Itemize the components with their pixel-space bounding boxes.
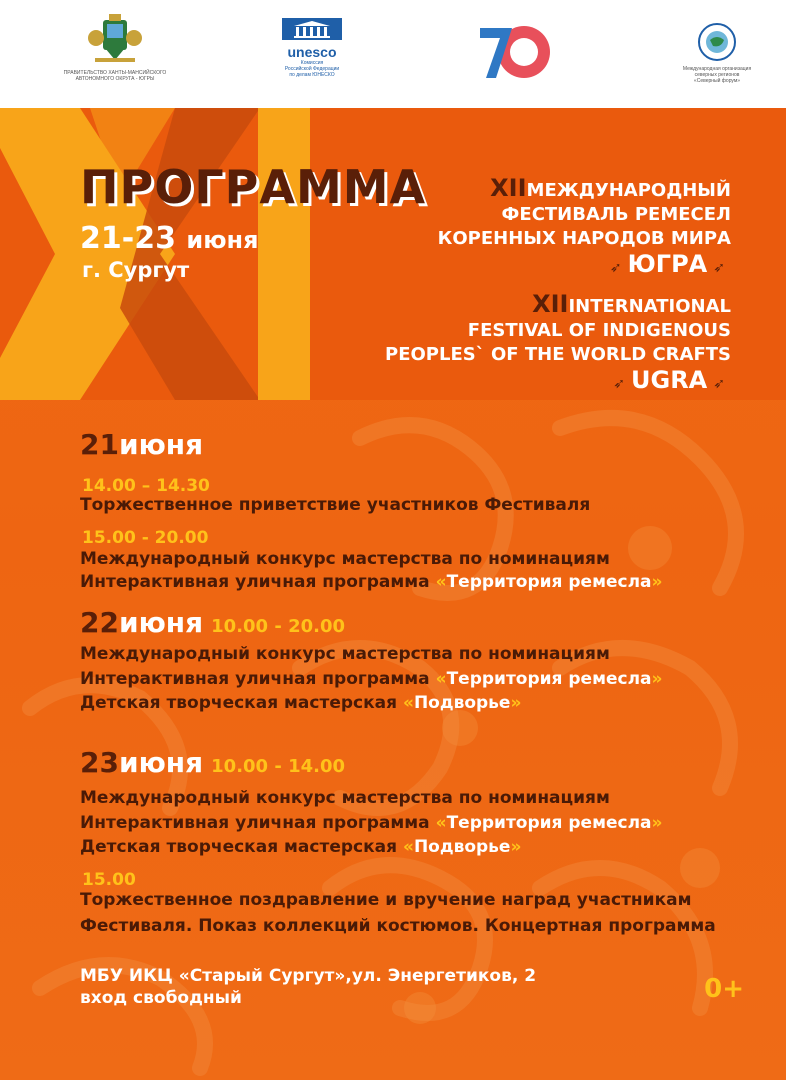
day-23-slot-time: 15.00 [82,870,136,890]
day-21-slot-2-line-1: Международный конкурс мастерства по номинациям [80,549,610,569]
day-23-line-3 [80,837,521,857]
anniversary-70-icon [478,20,554,84]
coat-of-arms-icon [87,14,143,66]
quote-open: « [435,669,447,689]
day-23-slot-line-2: Фестиваля. Показ коллекций костюмов. Концертная программа [80,916,716,936]
line-text: Детская творческая мастерская [80,693,403,713]
northern-forum-logo [672,22,762,84]
festival-name-ru-line-3: КОРЕННЫХ НАРОДОВ МИРА [437,228,731,249]
northern-forum-text-2: северных регионов [694,72,740,78]
festival-city: г. Сургут [82,258,190,282]
gov-logo [40,14,190,82]
day-time: 10.00 - 20.00 [211,616,346,637]
day-21-slot-1-line-1: Торжественное приветствие участников Фестиваля [80,495,591,515]
unesco-wordmark: unesco [287,44,337,60]
festival-name-en-line-2: FESTIVAL OF INDIGENOUS [467,320,731,341]
unesco-text-1: Комиссия [300,60,324,66]
gov-logo-text-2: АВТОНОМНОГО ОКРУГА - ЮГРЫ [75,76,155,82]
arrow-left-ornament-icon: ➶ [613,376,626,392]
unesco-text-3: по делам ЮНЕСКО [289,72,335,78]
day-22-line-2 [80,669,663,689]
region-en-text: UGRA [631,366,708,394]
arrow-right-ornament-icon: ➶ [713,260,725,276]
day-21-slot-1-time: 14.00 – 14.30 [82,476,210,496]
day-time: 10.00 - 14.00 [211,756,346,777]
line-highlight: Подворье [413,693,511,713]
festival-name-ru [438,176,731,251]
unesco-temple-icon [282,18,342,40]
day-month: июня [118,606,204,639]
line-highlight: Территория ремесла [446,813,652,833]
day-23-heading [80,746,345,779]
dates-range: 21-23 [80,221,176,256]
day-21-slot-2-time: 15.00 - 20.00 [82,528,209,548]
day-22-line-1: Международный конкурс мастерства по номинациям [80,644,610,664]
quote-open: « [402,693,414,713]
quote-close: » [510,693,522,713]
festival-name-ru-line-2: ФЕСТИВАЛЬ РЕМЕСЕЛ [501,204,731,225]
anniversary-logo [478,20,554,84]
festival-name-ru-line-1 [438,176,731,203]
day-23-slot-line-1: Торжественное поздравление и вручение наград участникам [80,890,692,910]
gov-logo-text-1: ПРАВИТЕЛЬСТВО ХАНТЫ-МАНСИЙСКОГО [63,70,167,76]
unesco-text-2: Российской Федерации [284,66,340,72]
dates-month: июня [186,226,259,254]
unesco-logo [272,18,352,78]
day-22-heading [80,606,345,639]
day-23-line-1: Международный конкурс мастерства по номинациям [80,788,610,808]
partner-logos-bar [0,0,786,108]
line-highlight: Подворье [413,837,511,857]
program-title: ПРОГРАММА [80,160,427,214]
line-text: Детская творческая мастерская [80,837,403,857]
festival-name-en-text-1: INTERNATIONAL [568,296,731,317]
quote-close: » [651,813,663,833]
globe-icon [697,22,737,62]
line-text: Интерактивная уличная программа [80,669,436,689]
line-text: Интерактивная уличная программа [80,813,436,833]
venue-address: МБУ ИКЦ «Старый Сургут»,ул. Энергетиков, 2 [80,966,537,986]
quote-open: « [435,813,447,833]
line-highlight: Территория ремесла [446,572,652,592]
arrow-left-ornament-icon: ➶ [609,260,622,276]
day-number: 22 [80,606,119,639]
day-month: июня [118,428,204,461]
northern-forum-text-3: «Северный форум» [693,78,741,84]
quote-open: « [435,572,447,592]
quote-close: » [510,837,522,857]
festival-number-en: XII [532,290,569,318]
region-ru-text: ЮГРА [627,250,708,278]
region-ru [604,250,731,278]
age-rating: 0+ [704,974,744,1004]
day-number: 21 [80,428,119,461]
day-21-slot-2-line-2 [80,572,663,592]
region-en [607,366,731,394]
day-month: июня [118,746,204,779]
festival-name-en-line-3: PEOPLES` OF THE WORLD CRAFTS [385,344,731,365]
northern-forum-text-1: Международная организация [682,66,752,72]
festival-number-ru: XII [490,174,527,202]
anniversary-number [478,20,479,21]
quote-open: « [402,837,414,857]
arrow-right-ornament-icon: ➶ [713,376,725,392]
festival-dates [80,221,259,256]
line-highlight: Территория ремесла [446,669,652,689]
quote-close: » [651,572,663,592]
festival-name-ru-text-1: МЕЖДУНАРОДНЫЙ [526,180,731,201]
festival-name-en-line-1 [385,292,731,319]
day-number: 23 [80,746,119,779]
quote-close: » [651,669,663,689]
line-text: Интерактивная уличная программа [80,572,436,592]
festival-poster [0,108,786,1080]
day-23-line-2 [80,813,663,833]
entry-info: вход свободный [80,988,242,1008]
festival-name-en [385,292,731,367]
day-22-line-3 [80,693,521,713]
day-21-heading [80,428,203,461]
